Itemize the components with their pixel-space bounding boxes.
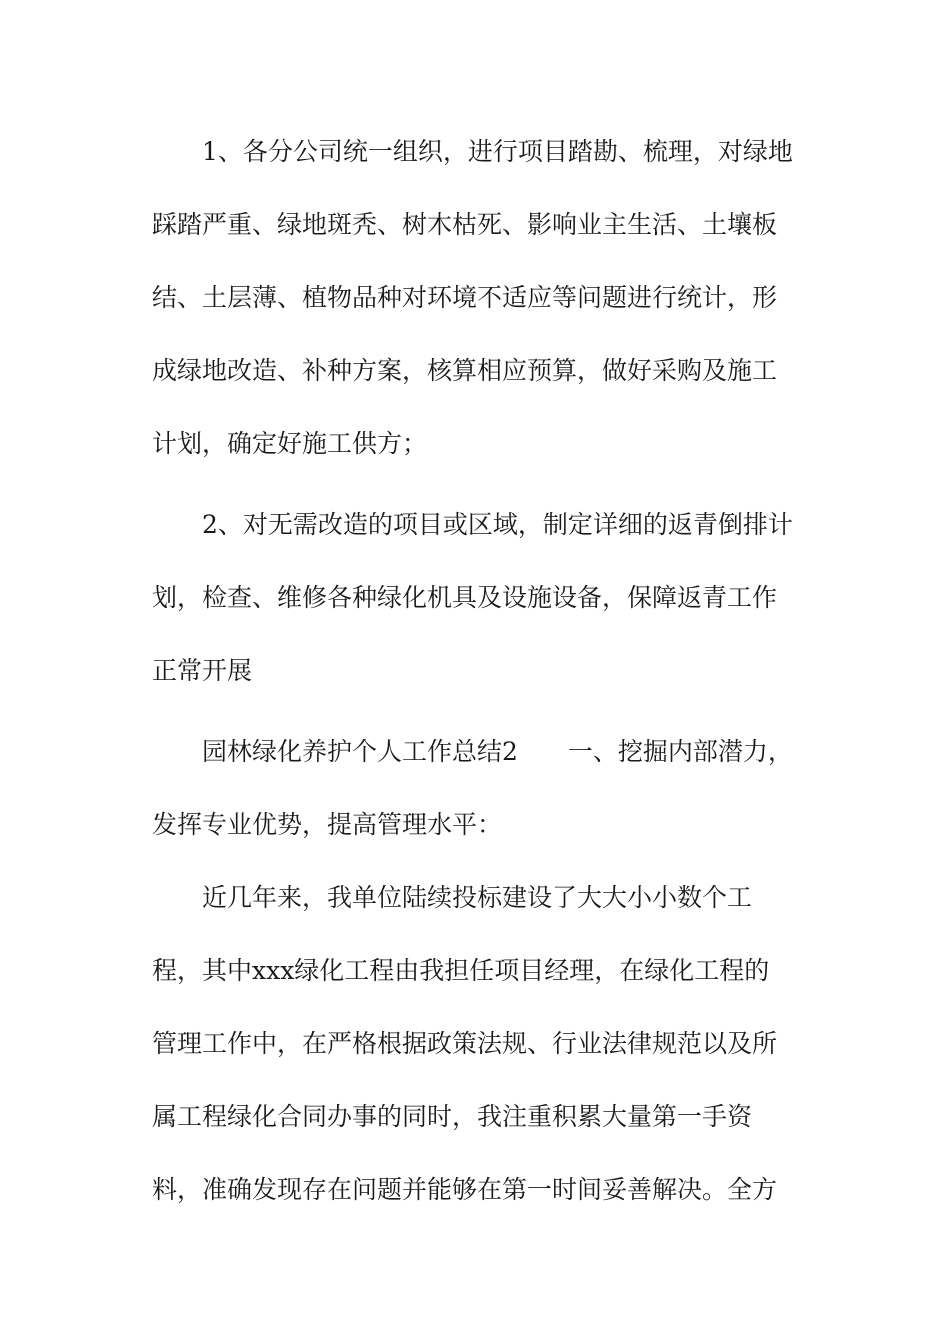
text-line: 正常开展 [152, 656, 253, 685]
text-line: 2、对无需改造的项目或区域，制定详细的返青倒排计 [202, 510, 793, 539]
text-line: 发挥专业优势，提高管理水平： [152, 810, 503, 839]
text-line: 园林绿化养护个人工作总结2 一、挖掘内部潜力， [202, 737, 793, 766]
text-line: 管理工作中，在严格根据政策法规、行业法律规范以及所 [152, 1029, 778, 1058]
text-line: 属工程绿化合同办事的同时，我注重积累大量第一手资 [152, 1102, 753, 1131]
text-line: 划，检查、维修各种绿化机具及设施设备，保障返青工作 [152, 583, 778, 612]
text-line: 结、土层薄、植物品种对环境不适应等问题进行统计，形 [152, 283, 778, 312]
text-line: 成绿地改造、补种方案，核算相应预算，做好采购及施工 [152, 356, 778, 385]
text-line: 程，其中xxx绿化工程由我担任项目经理，在绿化工程的 [152, 956, 770, 985]
text-line: 踩踏严重、绿地斑秃、树木枯死、影响业主生活、土壤板 [152, 210, 778, 239]
text-line: 近几年来，我单位陆续投标建设了大大小小数个工 [202, 883, 753, 912]
text-line: 计划，确定好施工供方； [152, 429, 428, 458]
text-line: 1、各分公司统一组织，进行项目踏勘、梳理，对绿地 [202, 137, 793, 166]
text-line: 料，准确发现存在问题并能够在第一时间妥善解决。全方 [152, 1175, 778, 1204]
